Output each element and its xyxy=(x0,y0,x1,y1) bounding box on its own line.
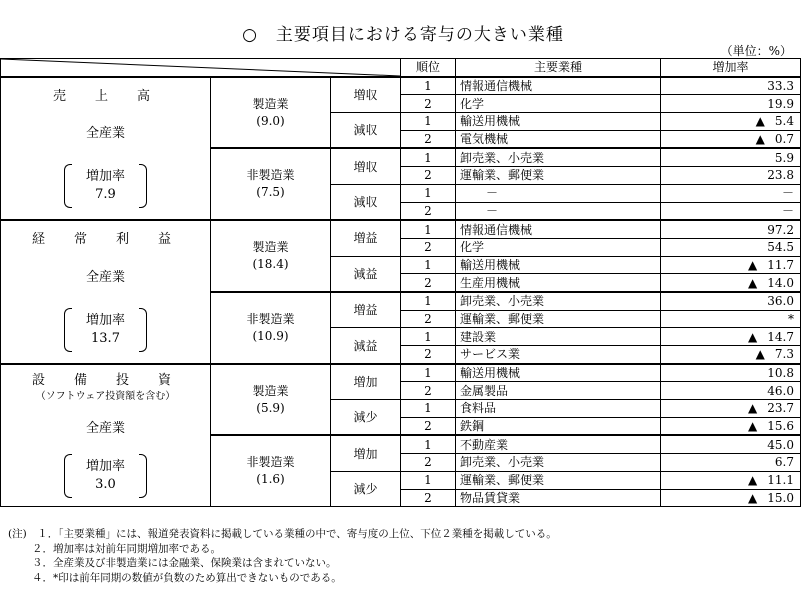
industry-cell: － xyxy=(456,184,661,202)
rank-cell: 1 xyxy=(401,256,456,274)
rate-cell xyxy=(661,364,801,382)
rate-cell xyxy=(661,417,801,435)
rate-cell xyxy=(661,220,801,238)
group-cell xyxy=(211,148,331,220)
group-value: (5.9) xyxy=(256,400,285,415)
rate-value: 14.0 xyxy=(767,275,794,290)
rank-cell: 2 xyxy=(401,489,456,507)
rate-cell xyxy=(661,202,801,220)
rate-value: 11.7 xyxy=(767,257,794,272)
rate-value: 23.7 xyxy=(767,401,794,416)
diagonal-line xyxy=(1,59,401,77)
industry-cell: 卸売業、小売業 xyxy=(456,292,661,310)
direction-cell: 減少 xyxy=(331,400,401,436)
group-value: (18.4) xyxy=(252,257,289,272)
group-name: 非製造業 xyxy=(246,455,295,470)
section-all-industries: 全産業 xyxy=(85,269,125,285)
rate-cell xyxy=(661,454,801,472)
section-rate-bracket xyxy=(64,454,147,498)
section-cell xyxy=(1,77,211,221)
rank-cell: 1 xyxy=(401,220,456,238)
rate-cell xyxy=(661,77,801,95)
rate-cell xyxy=(661,310,801,328)
rank-cell: 1 xyxy=(401,364,456,382)
rank-cell: 2 xyxy=(401,310,456,328)
rank-cell: 2 xyxy=(401,202,456,220)
industry-cell: 不動産業 xyxy=(456,435,661,453)
rate-value: 23.8 xyxy=(767,168,794,183)
direction-cell: 増加 xyxy=(331,364,401,400)
section-name: 設 備 投 資 xyxy=(31,372,179,388)
rate-value: 36.0 xyxy=(767,294,794,309)
rank-cell: 2 xyxy=(401,346,456,364)
header-industry: 主要業種 xyxy=(456,59,661,77)
rate-cell xyxy=(661,238,801,256)
section-rate-bracket xyxy=(64,164,147,208)
negative-triangle-icon: ▲ xyxy=(755,132,765,147)
rank-cell: 2 xyxy=(401,167,456,185)
rank-cell: 2 xyxy=(401,417,456,435)
group-name: 製造業 xyxy=(252,383,289,398)
negative-triangle-icon: ▲ xyxy=(748,490,758,505)
section-all-industries: 全産業 xyxy=(85,421,125,437)
header-diagonal-cell xyxy=(1,59,401,77)
industry-cell: 金属製品 xyxy=(456,382,661,400)
negative-triangle-icon: ▲ xyxy=(755,347,765,362)
group-cell xyxy=(211,292,331,364)
negative-triangle-icon: ▲ xyxy=(748,275,758,290)
section-sub: （ソフトウェア投資額を含む） xyxy=(35,390,176,402)
group-cell xyxy=(211,435,331,506)
section-cell xyxy=(1,364,211,507)
industry-cell: 建設業 xyxy=(456,328,661,346)
rate-value: 14.7 xyxy=(767,329,794,344)
rate-cell xyxy=(661,113,801,131)
direction-cell: 増収 xyxy=(331,77,401,113)
direction-cell: 増益 xyxy=(331,292,401,328)
industry-cell: 卸売業、小売業 xyxy=(456,148,661,166)
industry-cell: 運輸業、郵便業 xyxy=(456,167,661,185)
table-row xyxy=(1,364,801,382)
group-cell xyxy=(211,364,331,436)
rate-value: 46.0 xyxy=(767,383,794,398)
group-value: (10.9) xyxy=(252,328,289,343)
rate-cell xyxy=(661,256,801,274)
section-all-industries: 全産業 xyxy=(85,126,125,142)
rate-cell xyxy=(661,489,801,507)
page-title: ○ 主要項目における寄与の大きい業種 xyxy=(242,25,564,45)
rate-cell xyxy=(661,435,801,453)
industry-cell: 生産用機械 xyxy=(456,274,661,292)
industry-cell: 運輸業、郵便業 xyxy=(456,310,661,328)
rank-cell: 2 xyxy=(401,274,456,292)
negative-triangle-icon: ▲ xyxy=(748,419,758,434)
header-rate: 増加率 xyxy=(661,59,801,77)
group-name: 製造業 xyxy=(252,96,289,111)
rank-cell: 2 xyxy=(401,95,456,113)
rate-value: 45.0 xyxy=(767,437,794,452)
industry-cell: 情報通信機械 xyxy=(456,77,661,95)
negative-triangle-icon: ▲ xyxy=(748,329,758,344)
industry-cell: 輸送用機械 xyxy=(456,256,661,274)
section-box xyxy=(1,221,210,363)
industry-cell: 電気機械 xyxy=(456,130,661,148)
rate-value: 11.1 xyxy=(767,473,794,488)
notes xyxy=(8,527,557,585)
section-heading xyxy=(32,232,179,248)
rank-cell: 1 xyxy=(401,292,456,310)
group-name: 非製造業 xyxy=(246,168,295,183)
section-box xyxy=(1,78,210,220)
industry-cell: 輸送用機械 xyxy=(456,113,661,131)
rate-value: 6.7 xyxy=(774,455,794,470)
section-rate-value: 3.0 xyxy=(95,476,116,492)
industry-cell: 化学 xyxy=(456,95,661,113)
industry-cell: 情報通信機械 xyxy=(456,220,661,238)
negative-triangle-icon: ▲ xyxy=(755,114,765,129)
section-rate-value: 13.7 xyxy=(91,330,120,346)
industry-cell: － xyxy=(456,202,661,220)
rate-value: － xyxy=(781,186,794,201)
section-rate-value: 7.9 xyxy=(95,187,116,203)
rate-cell xyxy=(661,292,801,310)
header-rank: 順位 xyxy=(401,59,456,77)
rate-cell xyxy=(661,167,801,185)
negative-triangle-icon: ▲ xyxy=(748,257,758,272)
rate-cell xyxy=(661,130,801,148)
industry-cell: 物品賃貸業 xyxy=(456,489,661,507)
direction-cell: 増益 xyxy=(331,220,401,256)
contribution-table xyxy=(0,58,801,507)
industry-cell: 輸送用機械 xyxy=(456,364,661,382)
negative-triangle-icon: ▲ xyxy=(748,401,758,416)
rate-value: * xyxy=(788,311,794,326)
rate-value: － xyxy=(781,203,794,218)
direction-cell: 減収 xyxy=(331,113,401,149)
rank-cell: 1 xyxy=(401,148,456,166)
rate-cell xyxy=(661,471,801,489)
note-3: ４．*印は前年同期の数値が負数のため算出できないものである。 xyxy=(32,571,342,584)
rate-value: 54.5 xyxy=(767,240,794,255)
group-cell xyxy=(211,220,331,292)
table-row xyxy=(1,220,801,238)
section-name: 売 上 高 xyxy=(52,88,158,104)
industry-cell: サービス業 xyxy=(456,346,661,364)
rank-cell: 2 xyxy=(401,130,456,148)
data-table-wrapper xyxy=(0,58,801,507)
rank-cell: 1 xyxy=(401,77,456,95)
rank-cell: 1 xyxy=(401,435,456,453)
negative-triangle-icon: ▲ xyxy=(748,473,758,488)
section-box xyxy=(1,365,210,507)
industry-cell: 卸売業、小売業 xyxy=(456,454,661,472)
rank-cell: 2 xyxy=(401,454,456,472)
rate-value: 0.7 xyxy=(774,132,794,147)
note-0: (注) １．「主要業種」には、報道発表資料に掲載している業種の中で、寄与度の上位、下位２業種を掲載している。 xyxy=(8,528,557,540)
rate-value: 19.9 xyxy=(767,96,794,111)
rank-cell: 1 xyxy=(401,328,456,346)
rate-cell xyxy=(661,346,801,364)
rate-value: 5.4 xyxy=(774,114,794,129)
rate-value: 5.9 xyxy=(774,150,794,165)
rank-cell: 2 xyxy=(401,238,456,256)
direction-cell: 増加 xyxy=(331,435,401,471)
rate-cell xyxy=(661,184,801,202)
section-rate-label: 増加率 xyxy=(85,312,125,328)
industry-cell: 鉄鋼 xyxy=(456,417,661,435)
rate-cell xyxy=(661,274,801,292)
rate-value: 15.0 xyxy=(767,490,794,505)
rank-cell: 2 xyxy=(401,382,456,400)
rate-value: 97.2 xyxy=(767,222,794,237)
direction-cell: 減益 xyxy=(331,256,401,292)
group-value: (9.0) xyxy=(256,113,285,128)
rate-cell xyxy=(661,95,801,113)
group-name: 製造業 xyxy=(252,240,289,255)
group-value: (7.5) xyxy=(256,185,285,200)
rate-cell xyxy=(661,400,801,418)
section-rate-bracket xyxy=(64,308,147,352)
rate-cell xyxy=(661,328,801,346)
rate-value: 7.3 xyxy=(774,347,794,362)
table-header-row xyxy=(1,59,801,77)
rate-cell xyxy=(661,382,801,400)
direction-cell: 減少 xyxy=(331,471,401,506)
rate-cell xyxy=(661,148,801,166)
group-cell xyxy=(211,77,331,149)
note-2: ３．全産業及び非製造業には金融業、保険業は含まれていない。 xyxy=(32,557,337,569)
section-heading xyxy=(53,89,158,105)
group-name: 非製造業 xyxy=(246,311,295,326)
rank-cell: 1 xyxy=(401,113,456,131)
rank-cell: 1 xyxy=(401,400,456,418)
note-1: ２．増加率は対前年同期増加率である。 xyxy=(32,542,221,555)
unit-label: （単位：%） xyxy=(720,44,792,58)
industry-cell: 運輸業、郵便業 xyxy=(456,471,661,489)
industry-cell: 化学 xyxy=(456,238,661,256)
rate-value: 10.8 xyxy=(767,366,794,381)
section-rate-label: 増加率 xyxy=(85,169,125,185)
table-row xyxy=(1,77,801,95)
direction-cell: 増収 xyxy=(331,148,401,184)
section-name: 経 常 利 益 xyxy=(31,232,179,248)
industry-cell: 食料品 xyxy=(456,400,661,418)
direction-cell: 減収 xyxy=(331,184,401,220)
section-rate-label: 増加率 xyxy=(85,458,125,474)
rate-value: 33.3 xyxy=(767,79,794,94)
rank-cell: 1 xyxy=(401,184,456,202)
rank-cell: 1 xyxy=(401,471,456,489)
rate-value: 15.6 xyxy=(767,419,794,434)
direction-cell: 減益 xyxy=(331,328,401,364)
section-cell xyxy=(1,220,211,364)
group-value: (1.6) xyxy=(256,472,285,487)
section-heading xyxy=(32,373,179,405)
